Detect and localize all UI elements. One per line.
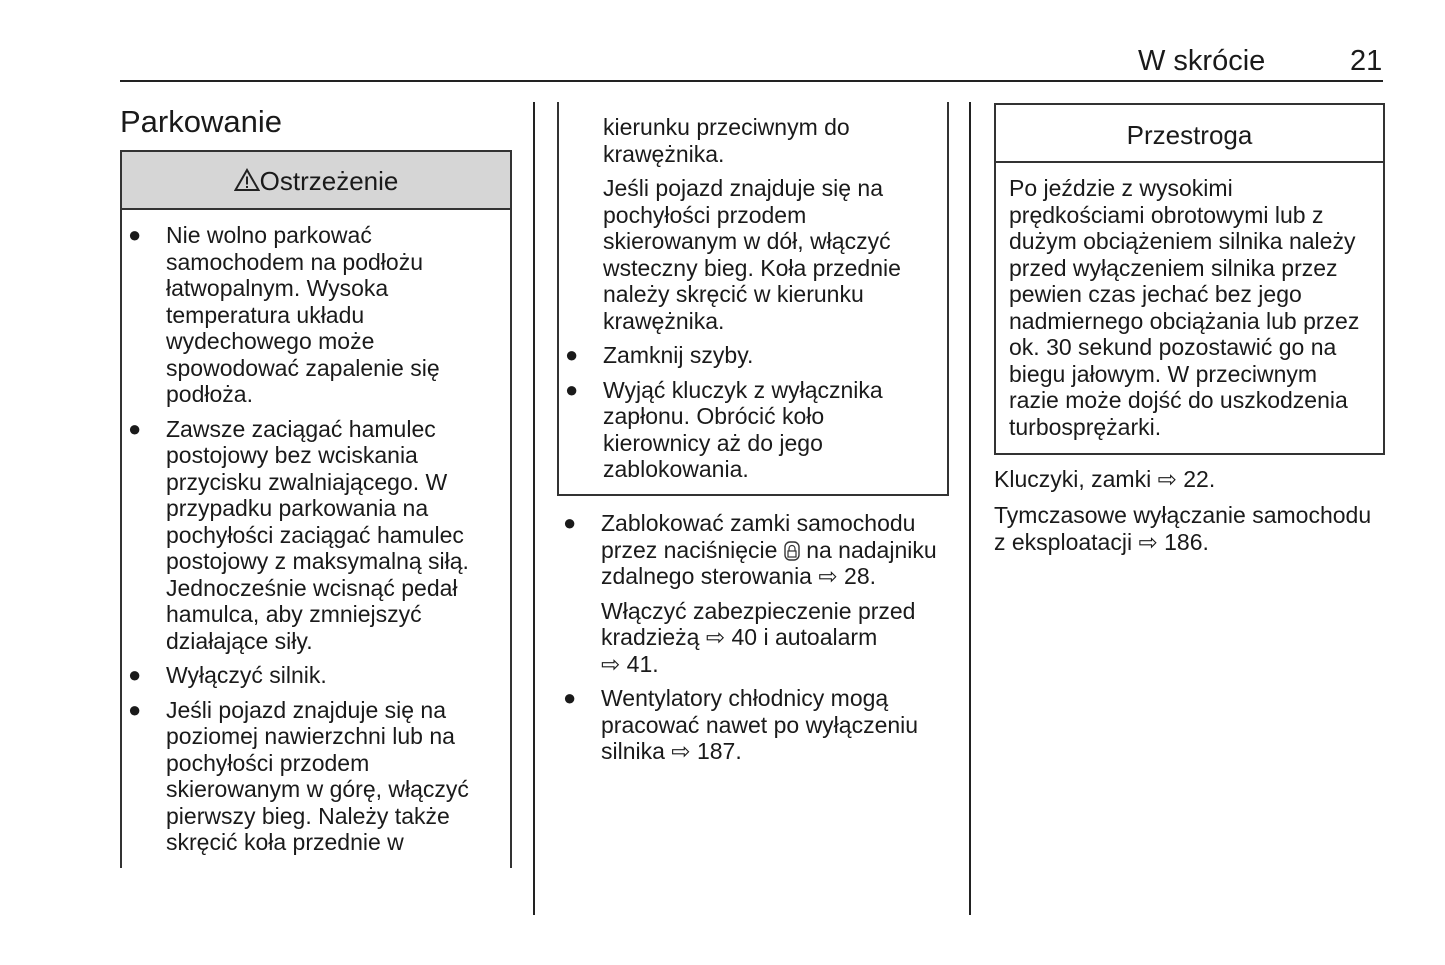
item-text: Wyłączyć silnik. [166,662,327,688]
list-item [122,697,500,856]
bullet: ● [128,222,142,247]
bullet: ● [565,342,579,367]
continued-text: kierunku przeciwnym do krawężnika. [603,114,850,167]
list-item [122,416,500,655]
cross-reference: Kluczyki, zamki ⇨ 22. [994,466,1216,492]
section-title: W skrócie [1138,45,1266,77]
bullet: ● [128,415,142,441]
item-text: Zablokować zamki samochodu przez naciśnięcie [601,510,916,563]
list-item [559,342,937,369]
item-text: Zamknij szyby. [603,342,754,368]
page-title: Parkowanie [120,104,282,139]
item-text: Jeśli pojazd znajduje się na poziomej nawierzchni lub na pochyłości przodem skierowanym w górę, włączyć pierwszy bieg. Należy także skręcić koła przednie w [166,696,469,855]
continued-paragraph: Jeśli pojazd znajduje się na pochyłości przodem skierowanym w dół, włączyć wsteczny bieg. Koła przednie należy skręcić w kierunku krawężnika. [603,175,901,334]
bullet: ● [563,685,577,710]
warning-header [122,152,510,210]
list-item [122,222,500,408]
item-text: Nie wolno parkować samochodem na podłożu łatwopalnym. Wysoka temperatura układu wydechowego może spowodować zapalenie się podłoża. [166,222,440,407]
bullet: ● [565,376,579,402]
warning-box-continued [557,102,949,496]
list-item [122,662,500,689]
item-text: na nadajniku zdalnego sterowania ⇨ 28. [601,536,937,589]
list-item [557,510,957,590]
bullet: ● [128,696,142,722]
item-text: Wyjąć kluczyk z wyłącznika zapłonu. Obrócić koło kierownicy aż do jego zablokowania. [603,376,883,482]
column2-list [557,510,957,773]
warning-box [120,150,512,868]
warning-triangle-icon [234,168,260,192]
cross-reference: Tymczasowe wyłączanie samochodu z eksploatacji ⇨ 186. [994,502,1372,555]
caution-box [994,103,1385,455]
bullet: ● [128,662,142,687]
bullet: ● [563,510,577,535]
column-divider [969,102,971,915]
list-item [557,685,957,765]
caution-text: Po jeździe z wysokimi prędkościami obrotowymi lub z dużym obciążeniem silnika należy przed wyłączeniem silnika przez pewien czas jechać bez jego nadmiernego obciążania lub przez ok. 30 sekund pozostawić go na biegu jałowym. W przeciwnym razie może dojść do uszkodzenia turbosprężarki. [1009,175,1360,440]
column-divider [533,102,535,915]
paragraph: Włączyć zabezpieczenie przed kradzieżą ⇨ 40 i autoalarm ⇨ 41. [601,597,916,677]
item-text: Wentylatory chłodnicy mogą pracować nawet po wyłączeniu silnika ⇨ 187. [601,685,919,764]
page-number: 21 [1350,45,1383,77]
item-text: Zawsze zaciągać hamulec postojowy bez wciskania przycisku zwalniającego. W przypadku parkowania na pochyłości zaciągać hamulec postojowy z maksymalną siłą. Jednocześnie wcisnąć pedał hamulca, aby zmniejszyć działające siły. [166,415,469,654]
header-rule [120,80,1383,82]
caution-header: Przestroga [996,105,1383,163]
lock-button-icon [784,541,800,561]
warning-label: Ostrzeżenie [259,166,399,196]
list-item [559,377,937,483]
